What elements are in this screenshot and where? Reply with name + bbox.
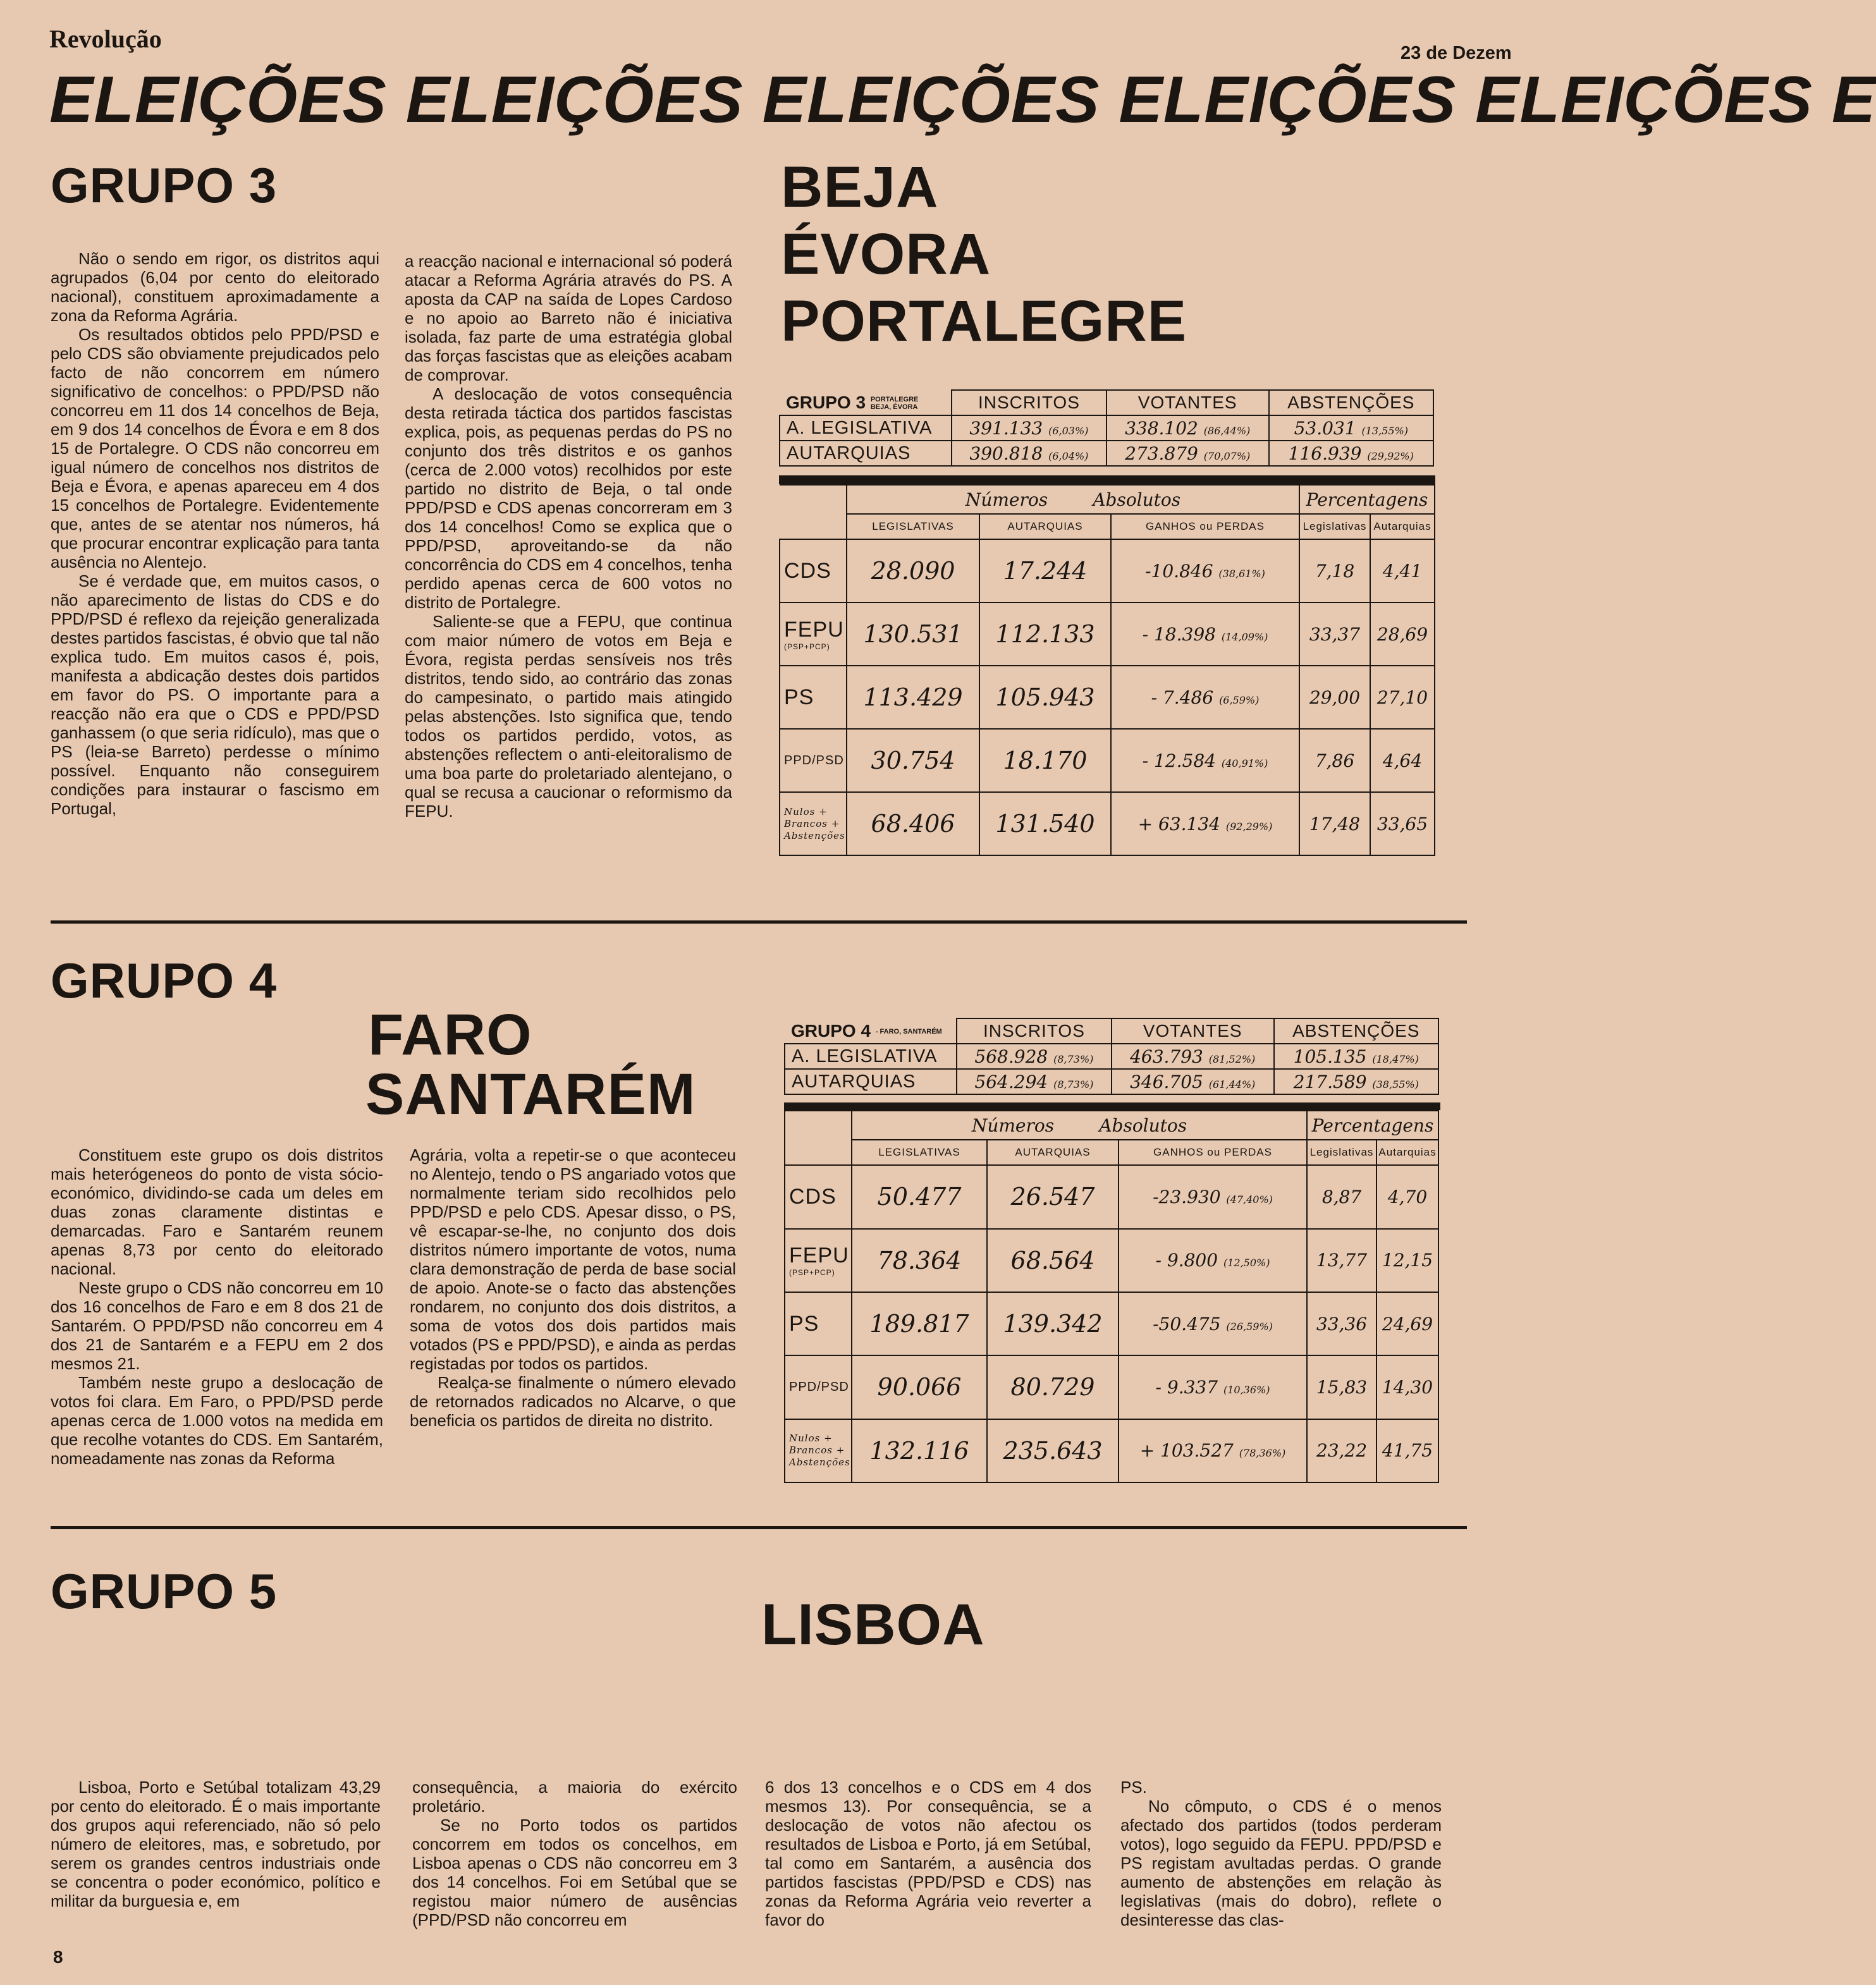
paragraph: A deslocação de votos consequência desta retirada táctica dos partidos fascistas explica, pois, as pequenas perdas do PS no conjunto dos três distritos e os ganhos (cerca de 2.000 votos) recolhidos por este partido no distrito de Beja, o tal onde PPD/PSD e CDS apenas concorreram em 3 dos 14 concelhos! Como se explica que o PPD/PSD, aproveitando-se da não concorrência do CDS em 4 concelhos, tenha perdido apenas cerca de 600 votos no distrito de Portalegre. bbox=[405, 384, 732, 612]
value-cell: 105.943 bbox=[979, 666, 1111, 729]
value-cell: 33,36 bbox=[1307, 1292, 1376, 1355]
value-cell: 12,15 bbox=[1376, 1229, 1438, 1292]
row-label: AUTARQUIAS bbox=[785, 1069, 957, 1094]
paragraph: Constituem este grupo os dois distritos mais heterógeneos do ponto de vista sócio-económico, dividindo-se cada um deles em duas zonas claramente distintas e demarcadas. Faro e Santarém reunem apenas 8,73 por cento do eleitorado nacional. bbox=[51, 1145, 383, 1278]
subheader: Autarquias bbox=[1370, 514, 1435, 539]
grupo4-summary-table bbox=[784, 1018, 1439, 1095]
party-label: PS bbox=[780, 666, 847, 729]
value-cell: 28.090 bbox=[847, 539, 979, 602]
value-cell: + 63.134 (92,29%) bbox=[1111, 792, 1299, 855]
paragraph: Agrária, volta a repetir-se o que aconteceu no Alentejo, tendo o PS angariado votos que normalmente teriam sido recolhidos pelo PPD/PSD e pelo CDS. Apesar disso, o PS, vê escapar-se-lhe, no conjunto dos dois distritos número importante de votos, numa clara demonstração de perda de base social de apoio. Anote-se o facto das abstenções rondarem, no conjunto dos dois distritos, a soma de votos dos dois partidos mais votados (PS e PPD/PSD), e ainda as perdas registadas por todos os partidos. bbox=[410, 1145, 736, 1373]
subheader: LEGISLATIVAS bbox=[852, 1140, 987, 1165]
party-label: CDS bbox=[780, 539, 847, 602]
value-cell: 338.102 (86,44%) bbox=[1107, 415, 1269, 441]
value-cell: 7,18 bbox=[1299, 539, 1370, 602]
value-cell: - 9.800 (12,50%) bbox=[1119, 1229, 1307, 1292]
value-cell: 14,30 bbox=[1376, 1355, 1438, 1419]
value-cell: 53.031 (13,55%) bbox=[1269, 415, 1433, 441]
subheader: Autarquias bbox=[1376, 1140, 1438, 1165]
grupo4-column-2 bbox=[410, 1145, 736, 1430]
row-label: A. LEGISLATIVA bbox=[780, 415, 952, 441]
table-row bbox=[780, 666, 1435, 729]
value-cell: 80.729 bbox=[987, 1355, 1119, 1419]
table-row bbox=[780, 729, 1435, 792]
party-label: PPD/PSD bbox=[785, 1355, 852, 1419]
masthead: Revolução bbox=[49, 25, 162, 53]
header-numeros-absolutos: Números Absolutos bbox=[852, 1111, 1307, 1140]
value-cell: 346.705 (61,44%) bbox=[1112, 1069, 1274, 1094]
table-row bbox=[785, 1229, 1438, 1292]
subheader: GANHOS ou PERDAS bbox=[1111, 514, 1299, 539]
grupo5-column-3 bbox=[765, 1778, 1091, 1929]
value-cell: 33,65 bbox=[1370, 792, 1435, 855]
value-cell: - 9.337 (10,36%) bbox=[1119, 1355, 1307, 1419]
table-row bbox=[785, 1292, 1438, 1355]
value-cell: 7,86 bbox=[1299, 729, 1370, 792]
value-cell: - 12.584 (40,91%) bbox=[1111, 729, 1299, 792]
grupo3-column-1 bbox=[51, 249, 379, 818]
value-cell: 130.531 bbox=[847, 602, 979, 666]
value-cell: 18.170 bbox=[979, 729, 1111, 792]
paragraph: No cômputo, o CDS é o menos afectado dos partidos (todos perderam votos), logo seguido da FEPU. PPD/PSD e PS registam avultadas perdas. O grande aumento de abstenções em relação às legislativas (mais do dobro), reflete o desinteresse das clas- bbox=[1120, 1797, 1442, 1929]
grupo4-column-1 bbox=[51, 1145, 383, 1468]
group-label: GRUPO 3 PORTALEGRE BEJA, ÉVORA bbox=[780, 390, 952, 415]
subheader: AUTARQUIAS bbox=[979, 514, 1111, 539]
paragraph: PS. bbox=[1120, 1778, 1147, 1797]
region-name: PORTALEGRE bbox=[781, 289, 1187, 353]
table-row bbox=[785, 1165, 1438, 1228]
summary-row bbox=[780, 415, 1433, 441]
value-cell: 132.116 bbox=[852, 1419, 987, 1482]
header-abstencoes: ABSTENÇÕES bbox=[1274, 1018, 1438, 1044]
subheader: Legislativas bbox=[1307, 1140, 1376, 1165]
value-cell: 112.133 bbox=[979, 602, 1111, 666]
value-cell: 273.879 (70,07%) bbox=[1107, 441, 1269, 466]
issue-date: 23 de Dezem bbox=[1401, 43, 1512, 63]
region-name: SANTARÉM bbox=[365, 1062, 696, 1127]
grupo4-title: GRUPO 4 bbox=[51, 953, 278, 1008]
value-cell: 50.477 bbox=[852, 1165, 987, 1228]
value-cell: 105.135 (18,47%) bbox=[1274, 1044, 1438, 1069]
value-cell: 113.429 bbox=[847, 666, 979, 729]
value-cell: 131.540 bbox=[979, 792, 1111, 855]
value-cell: 17,48 bbox=[1299, 792, 1370, 855]
region-name: FARO bbox=[368, 1003, 532, 1067]
value-cell: 24,69 bbox=[1376, 1292, 1438, 1355]
header-inscritos: INSCRITOS bbox=[957, 1018, 1112, 1044]
header-abstencoes: ABSTENÇÕES bbox=[1269, 390, 1433, 415]
value-cell: 4,64 bbox=[1370, 729, 1435, 792]
value-cell: 68.406 bbox=[847, 792, 979, 855]
banner-headline: ELEIÇÕES ELEIÇÕES ELEIÇÕES ELEIÇÕES ELEIÇÕES E bbox=[49, 63, 1876, 137]
header-votantes: VOTANTES bbox=[1112, 1018, 1274, 1044]
value-cell: 30.754 bbox=[847, 729, 979, 792]
value-cell: 23,22 bbox=[1307, 1419, 1376, 1482]
grupo4-detail-table bbox=[784, 1110, 1439, 1483]
subheader: AUTARQUIAS bbox=[987, 1140, 1119, 1165]
grupo5-column-2 bbox=[412, 1778, 737, 1929]
value-cell: -50.475 (26,59%) bbox=[1119, 1292, 1307, 1355]
grupo4-regions bbox=[365, 1003, 696, 1127]
corner-cell bbox=[785, 1111, 852, 1165]
subheader: GANHOS ou PERDAS bbox=[1119, 1140, 1307, 1165]
table-row bbox=[785, 1419, 1438, 1482]
value-cell: + 103.527 (78,36%) bbox=[1119, 1419, 1307, 1482]
paragraph: Lisboa, Porto e Setúbal totalizam 43,29 por cento do eleitorado. É o mais importante dos grupos aqui referenciado, não só pelo número de eleitores, mas, e sobretudo, por serem os grandes centros industriais onde se concentra o poder económico, político e militar da burguesia e, em bbox=[51, 1778, 381, 1910]
table-row bbox=[780, 792, 1435, 855]
value-cell: 217.589 (38,55%) bbox=[1274, 1069, 1438, 1094]
summary-row bbox=[785, 1044, 1438, 1069]
paragraph: 6 dos 13 concelhos e o CDS em 4 dos mesmos 13). Por consequência, se a deslocação de votos não afectou os resultados de Lisboa e Porto, já em Setúbal, tal como em Santarém, a ausência dos partidos fascistas (PPD/PSD e CDS) nas zonas da Reforma Agrária veio reverter a favor do bbox=[765, 1778, 1091, 1929]
grupo5-region: LISBOA bbox=[761, 1592, 985, 1657]
header-percentagens: Percentagens bbox=[1307, 1111, 1438, 1140]
grupo5-column-1 bbox=[51, 1778, 381, 1910]
region-name: ÉVORA bbox=[781, 222, 991, 286]
table-divider bbox=[779, 475, 1435, 484]
region-name: BEJA bbox=[781, 155, 939, 219]
value-cell: 463.793 (81,52%) bbox=[1112, 1044, 1274, 1069]
grupo3-summary-table bbox=[779, 389, 1434, 467]
header-numeros-absolutos: Números Absolutos bbox=[847, 485, 1299, 514]
value-cell: 27,10 bbox=[1370, 666, 1435, 729]
value-cell: 391.133 (6,03%) bbox=[952, 415, 1107, 441]
value-cell: 13,77 bbox=[1307, 1229, 1376, 1292]
value-cell: 139.342 bbox=[987, 1292, 1119, 1355]
section-divider bbox=[51, 920, 1467, 924]
row-label: A. LEGISLATIVA bbox=[785, 1044, 957, 1069]
paragraph: Também neste grupo a deslocação de votos foi clara. Em Faro, o PPD/PSD perde apenas cerca de 1.000 votos na medida em que recolhe votantes do CDS. Em Santarém, nomeadamente nas zonas da Reforma bbox=[51, 1373, 383, 1468]
value-cell: 4,70 bbox=[1376, 1165, 1438, 1228]
summary-row bbox=[780, 441, 1433, 466]
value-cell: 33,37 bbox=[1299, 602, 1370, 666]
grupo3-title: GRUPO 3 bbox=[51, 157, 278, 213]
paragraph: Os resultados obtidos pelo PPD/PSD e pelo CDS são obviamente prejudicados pelo facto de não concorrem em número significativo de concelhos: o PPD/PSD não concorreu em 11 dos 14 concelhos de Beja, em 9 dos 14 concelhos de Évora e em 8 dos 15 de Portalegre. O CDS não concorreu em igual número de concelhos nos distritos de Beja e Évora, e apenas apareceu em 4 dos 15 concelhos de Portalegre. Evidentemente que, antes de se atentar nos números, há que procurar encontrar explicação para tanta ausência no Alentejo. bbox=[51, 325, 379, 571]
value-cell: -23.930 (47,40%) bbox=[1119, 1165, 1307, 1228]
value-cell: 8,87 bbox=[1307, 1165, 1376, 1228]
value-cell: 390.818 (6,04%) bbox=[952, 441, 1107, 466]
group-label: GRUPO 4 - FARO, SANTARÉM bbox=[785, 1018, 957, 1044]
subheader: Legislativas bbox=[1299, 514, 1370, 539]
paragraph: a reacção nacional e internacional só poderá atacar a Reforma Agrária através do PS. A aposta da CAP na saída de Lopes Cardoso e no apoio ao Barreto não é iniciativa isolada, faz parte de uma estratégia global das forças fascistas que as eleições acabam de comprovar. bbox=[405, 252, 732, 384]
value-cell: 29,00 bbox=[1299, 666, 1370, 729]
grupo3-regions bbox=[781, 156, 1187, 353]
paragraph: Neste grupo o CDS não concorreu em 10 dos 16 concelhos de Faro e em 8 dos 21 de Santarém. O PPD/PSD não concorreu em 4 dos 21 de Santarém e a FEPU em 2 dos mesmos 21. bbox=[51, 1278, 383, 1373]
grupo3-detail-table bbox=[779, 484, 1435, 856]
value-cell: 116.939 (29,92%) bbox=[1269, 441, 1433, 466]
table-row bbox=[785, 1355, 1438, 1419]
value-cell: 568.928 (8,73%) bbox=[957, 1044, 1112, 1069]
value-cell: 90.066 bbox=[852, 1355, 987, 1419]
value-cell: 189.817 bbox=[852, 1292, 987, 1355]
grupo5-title: GRUPO 5 bbox=[51, 1563, 278, 1619]
table-divider bbox=[784, 1102, 1440, 1110]
header-percentagens: Percentagens bbox=[1299, 485, 1435, 514]
section-divider bbox=[51, 1526, 1467, 1529]
header-votantes: VOTANTES bbox=[1107, 390, 1269, 415]
paragraph: Se é verdade que, em muitos casos, o não aparecimento de listas do CDS e do PPD/PSD é reflexo da rejeição generalizada destes partidos fascistas, é obvio que tal não explica tudo. Em muitos casos é, pois, manifesta a abdicação destes dois partidos em favor do PS. O importante para a reacção não era que o CDS e PPD/PSD ganhassem (o que seria ridículo), mas que o PS (leia-se Barreto) perdesse o mínimo possível. Enquanto não conseguirem condições para instaurar o fascismo em Portugal, bbox=[51, 571, 379, 818]
party-label: Nulos + Brancos + Abstenções bbox=[785, 1419, 852, 1482]
paragraph: consequência, a maioria do exército proletário. bbox=[412, 1778, 737, 1816]
value-cell: 17.244 bbox=[979, 539, 1111, 602]
value-cell: 26.547 bbox=[987, 1165, 1119, 1228]
paragraph: Não o sendo em rigor, os distritos aqui agrupados (6,04 por cento do eleitorado nacional), constituem aproximadamente a zona da Reforma Agrária. bbox=[51, 249, 379, 325]
party-label: FEPU (PSP+PCP) bbox=[785, 1229, 852, 1292]
summary-row bbox=[785, 1069, 1438, 1094]
party-label: PPD/PSD bbox=[780, 729, 847, 792]
value-cell: - 18.398 (14,09%) bbox=[1111, 602, 1299, 666]
table-row bbox=[780, 539, 1435, 602]
grupo3-column-2 bbox=[405, 252, 732, 821]
value-cell: 235.643 bbox=[987, 1419, 1119, 1482]
value-cell: 4,41 bbox=[1370, 539, 1435, 602]
party-label: FEPU (PSP+PCP) bbox=[780, 602, 847, 666]
value-cell: 28,69 bbox=[1370, 602, 1435, 666]
value-cell: -10.846 (38,61%) bbox=[1111, 539, 1299, 602]
corner-cell bbox=[780, 485, 847, 539]
page-number: 8 bbox=[53, 1947, 63, 1967]
party-label: CDS bbox=[785, 1165, 852, 1228]
table-row bbox=[780, 602, 1435, 666]
paragraph: Realça-se finalmente o número elevado de retornados radicados no Alcarve, o que beneficia os partidos de direita no distrito. bbox=[410, 1373, 736, 1430]
value-cell: 41,75 bbox=[1376, 1419, 1438, 1482]
value-cell: 68.564 bbox=[987, 1229, 1119, 1292]
value-cell: - 7.486 (6,59%) bbox=[1111, 666, 1299, 729]
paragraph: Saliente-se que a FEPU, que continua com maior número de votos em Beja e Évora, regista perdas sensíveis nos três distritos, tendo sido, ao contrário das zonas do campesinato, o partido mais atingido pelas abstenções. Isto significa que, tendo todos os partidos perdido, votos, as abstenções reflectem o anti-eleitoralismo de uma boa parte do proletariado alentejano, o qual se recusa a caucionar o reformismo da FEPU. bbox=[405, 612, 732, 821]
row-label: AUTARQUIAS bbox=[780, 441, 952, 466]
value-cell: 78.364 bbox=[852, 1229, 987, 1292]
party-label: Nulos + Brancos + Abstenções bbox=[780, 792, 847, 855]
party-label: PS bbox=[785, 1292, 852, 1355]
subheader: LEGISLATIVAS bbox=[847, 514, 979, 539]
value-cell: 15,83 bbox=[1307, 1355, 1376, 1419]
header-inscritos: INSCRITOS bbox=[952, 390, 1107, 415]
value-cell: 564.294 (8,73%) bbox=[957, 1069, 1112, 1094]
grupo5-column-4 bbox=[1120, 1778, 1442, 1929]
paragraph: Se no Porto todos os partidos concorrem em todos os concelhos, em Lisboa apenas o CDS não concorreu em 3 dos 14 concelhos. Foi em Setúbal que se registou maior número de ausências (PPD/PSD não concorreu em bbox=[412, 1816, 737, 1929]
